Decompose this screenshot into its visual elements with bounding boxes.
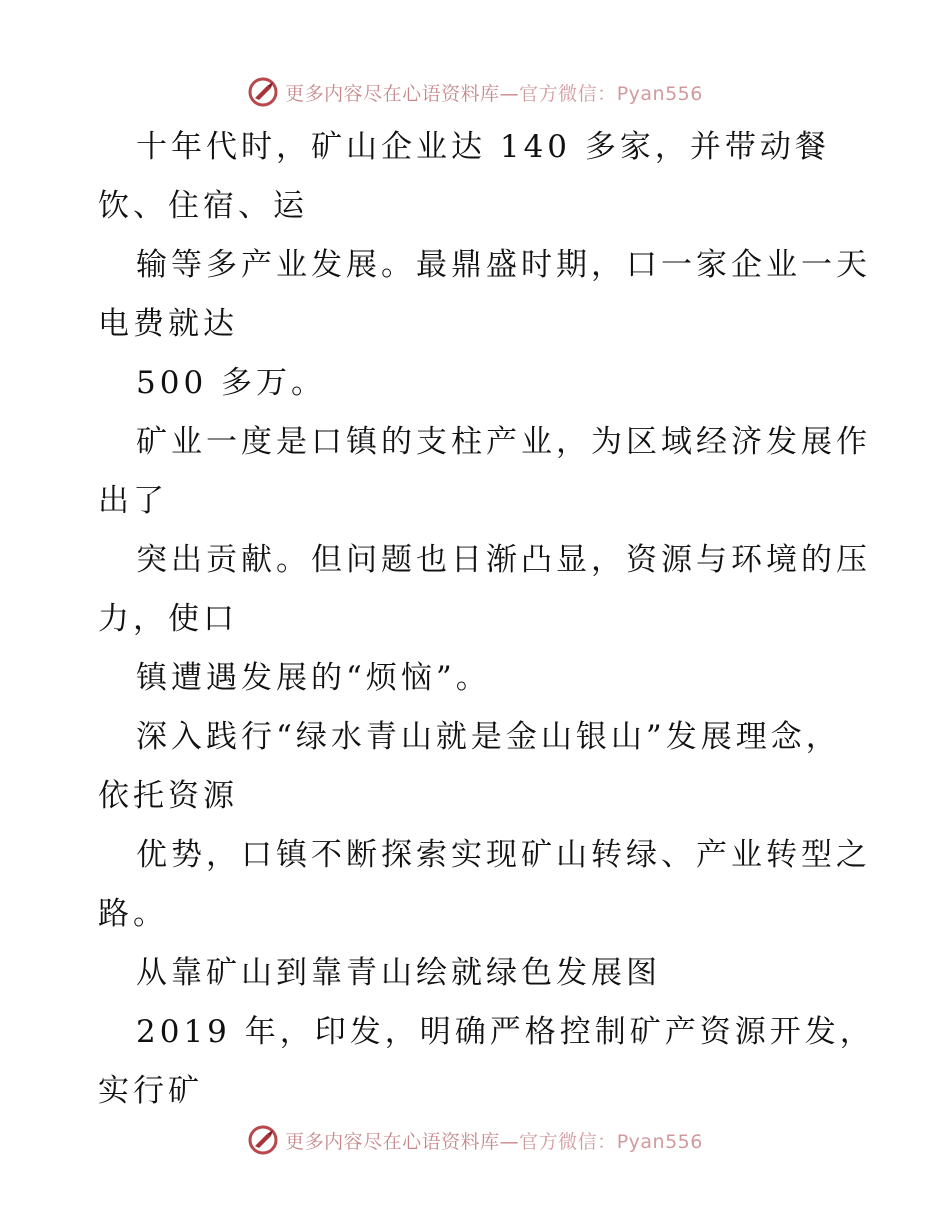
text-line: 2019 年，印发，明确严格控制矿产资源开发，	[136, 1014, 875, 1050]
watermark-text	[285, 79, 703, 106]
text-line: 十年代时，矿山企业达 140 多家，并带动餐	[136, 129, 830, 165]
text-line: 镇遭遇发展的“烦恼”。	[136, 660, 491, 696]
watermark-dash: —	[499, 82, 520, 105]
footer-watermark	[0, 1120, 950, 1160]
text-line: 电费就达	[98, 306, 238, 342]
text-line: 出了	[98, 483, 168, 519]
text-line: 500 多万。	[136, 365, 327, 401]
watermark-text	[285, 1127, 703, 1154]
text-line: 优势，口镇不断探索实现矿山转绿、产业转型之	[136, 837, 871, 873]
watermark-site-text: 更多内容尽在心语资料库	[285, 1130, 500, 1153]
text-line: 矿业一度是口镇的支柱产业，为区域经济发展作	[136, 424, 871, 460]
watermark-wechat-id: Pyan556	[616, 82, 703, 105]
watermark-wechat-label: 官方微信：	[519, 82, 617, 105]
watermark-dash: —	[499, 1130, 520, 1153]
text-line: 路。	[98, 896, 168, 932]
text-line: 饮、住宿、运	[98, 188, 308, 224]
text-line: 深入践行“绿水青山就是金山银山”发展理念，	[136, 719, 841, 755]
text-line: 输等多产业发展。最鼎盛时期，口一家企业一天	[136, 247, 871, 283]
header-watermark	[0, 72, 950, 112]
document-body	[98, 118, 875, 1121]
watermark-wechat-label: 官方微信：	[519, 1130, 617, 1153]
watermark-site-text: 更多内容尽在心语资料库	[285, 82, 500, 105]
pen-logo-icon	[247, 76, 279, 108]
text-line: 实行矿	[98, 1073, 203, 1109]
watermark-wechat-id: Pyan556	[616, 1130, 703, 1153]
text-line: 依托资源	[98, 778, 238, 814]
text-line: 从靠矿山到靠青山绘就绿色发展图	[136, 955, 661, 991]
pen-logo-icon	[247, 1124, 279, 1156]
text-line: 力，使口	[98, 601, 238, 637]
text-line: 突出贡献。但问题也日渐凸显，资源与环境的压	[136, 542, 871, 578]
